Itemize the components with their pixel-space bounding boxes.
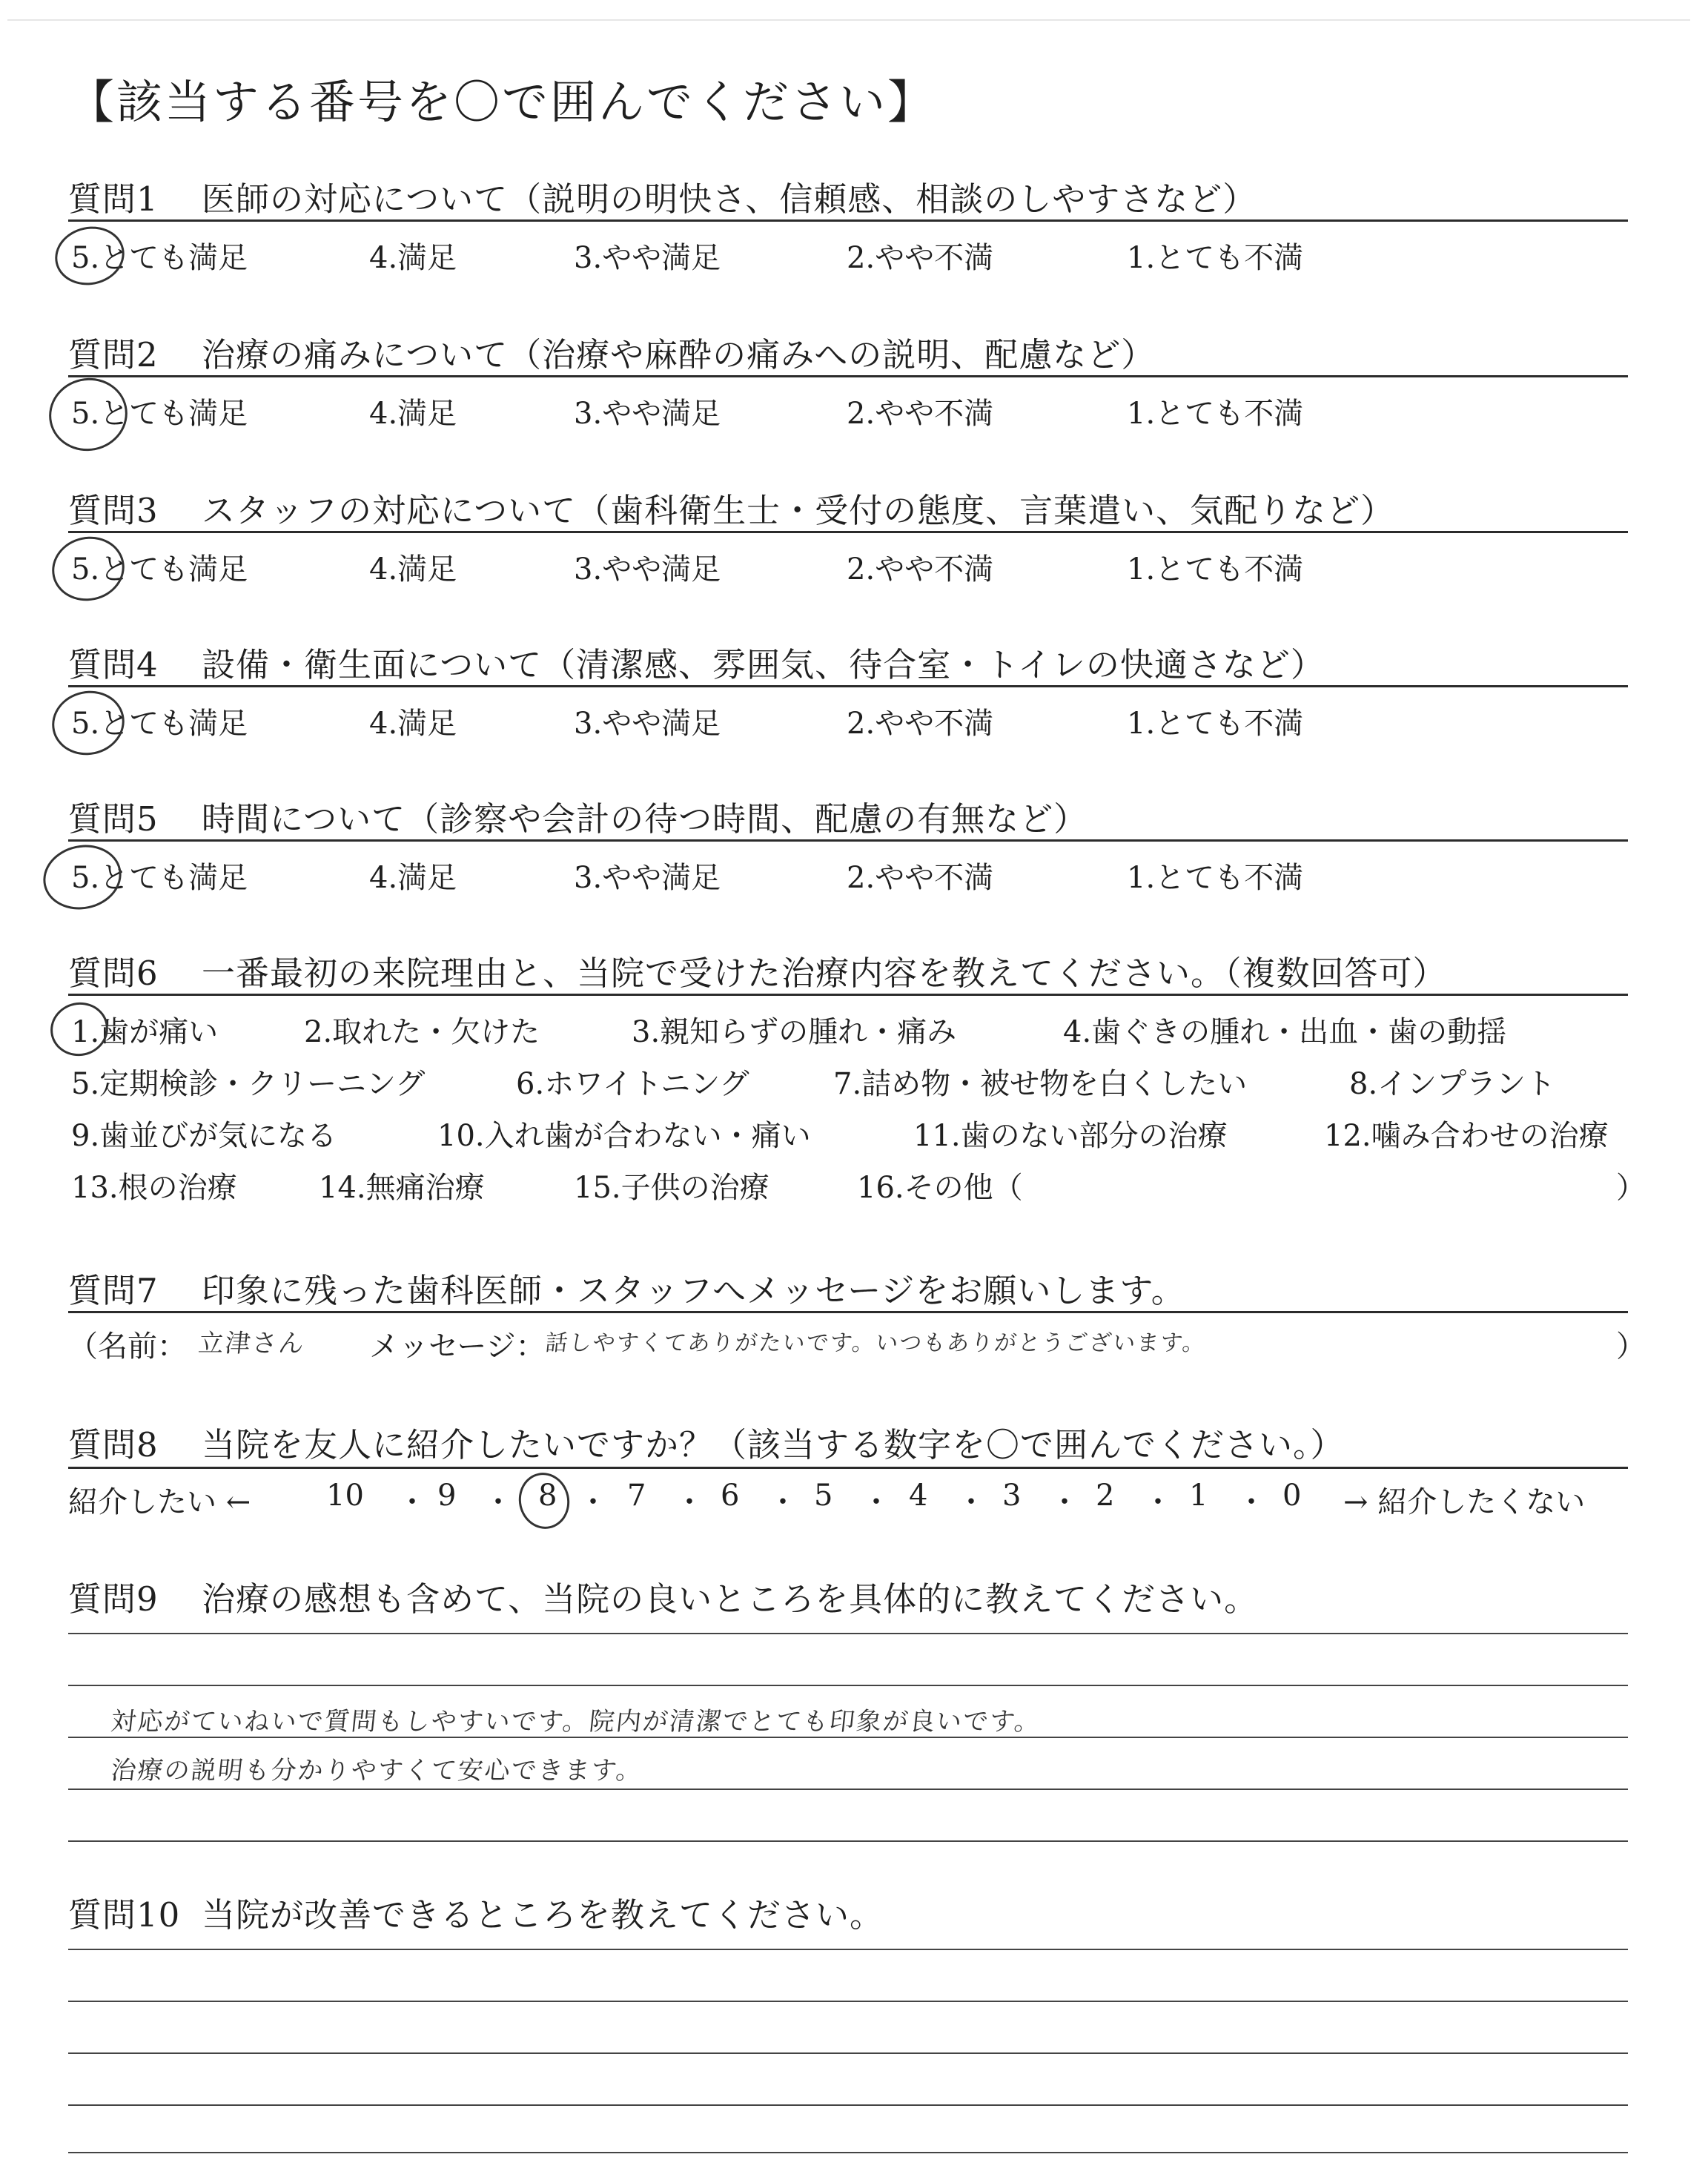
question-4 (68, 638, 1325, 686)
question-5 (68, 792, 1088, 840)
question-3 (68, 483, 1394, 532)
question-number: 質問2 (68, 335, 159, 374)
answer-line (68, 1633, 1628, 1634)
question-8 (68, 1418, 1345, 1466)
question-text: 治療の感想も含めて、当院の良いところを具体的に教えてください。 (202, 1579, 1259, 1619)
question-text: 一番最初の来院理由と、当院で受けた治療内容を教えてください。（複数回答可） (202, 954, 1447, 993)
treatment-option[interactable]: 2.取れた・欠けた (304, 1015, 540, 1049)
question-text: 当院を友人に紹介したいですか？（該当する数字を〇で囲んでください。） (202, 1425, 1345, 1464)
rating-option-4[interactable]: 4.満足 (369, 241, 457, 275)
rating-option-3[interactable]: 3.やや満足 (574, 397, 721, 431)
question-number: 質問10 (68, 1895, 181, 1935)
scale-value[interactable]: 7 (627, 1479, 646, 1513)
scale-dot: ・ (483, 1485, 513, 1519)
scale-dot: ・ (1143, 1485, 1173, 1519)
rating-option-5[interactable]: 5.とても満足 (71, 861, 248, 895)
rating-option-1[interactable]: 1.とても不満 (1127, 397, 1304, 431)
scale-dot: ・ (861, 1485, 891, 1519)
treatment-option[interactable]: 13.根の治療 (71, 1171, 237, 1205)
question-number: 質問9 (68, 1579, 159, 1619)
rating-option-2[interactable]: 2.やや不満 (847, 707, 994, 741)
selection-circle (50, 220, 130, 291)
rating-option-1[interactable]: 1.とても不満 (1127, 861, 1304, 895)
question-rule (68, 839, 1628, 842)
selection-circle (42, 371, 134, 458)
question-text: 設備・衛生面について（清潔感、雰囲気、待合室・トイレの快適さなど） (202, 645, 1325, 684)
instruction-header: 【該当する番号を〇で囲んでください】 (68, 75, 936, 129)
scale-value-selected[interactable]: 8 (538, 1479, 557, 1513)
rating-option-1[interactable]: 1.とても不満 (1127, 241, 1304, 275)
selection-circle (46, 684, 130, 762)
rating-option-5[interactable]: 5.とても満足 (71, 552, 248, 587)
question-text: スタッフの対応について（歯科衛生士・受付の態度、言葉遣い、気配りなど） (202, 491, 1395, 530)
name-handwritten[interactable]: 立津さん (196, 1329, 307, 1358)
question-6 (68, 946, 1447, 994)
treatment-option[interactable]: 8.インプラント (1349, 1067, 1556, 1101)
rating-option-2[interactable]: 2.やや不満 (847, 397, 994, 431)
selection-circle (46, 530, 130, 607)
rating-option-2[interactable]: 2.やや不満 (847, 241, 994, 275)
answer-line (68, 1685, 1628, 1686)
answer-line (68, 1949, 1628, 1950)
question-rule (68, 531, 1628, 533)
scale-value[interactable]: 2 (1096, 1479, 1115, 1513)
treatment-option[interactable]: 5.定期検診・クリーニング (71, 1067, 426, 1101)
treatment-option[interactable]: 12.噛み合わせの治療 (1324, 1119, 1609, 1153)
scale-dot: ・ (1237, 1485, 1266, 1519)
question-number: 質問7 (68, 1271, 159, 1310)
treatment-option-other[interactable]: 16.その他（ (857, 1171, 1023, 1205)
treatment-option[interactable]: 11.歯のない部分の治療 (913, 1119, 1228, 1153)
scale-dot: ・ (956, 1485, 986, 1519)
question-rule (68, 685, 1628, 687)
other-close-paren: ） (1616, 1171, 1646, 1205)
question-rule (68, 1311, 1628, 1313)
question-text: 医師の対応について（説明の明快さ、信頼感、相談のしやすさなど） (202, 179, 1257, 219)
question-text: 印象に残った歯科医師・スタッフへメッセージをお願いします。 (202, 1271, 1185, 1310)
rating-option-5[interactable]: 5.とても満足 (71, 397, 248, 431)
rating-option-3[interactable]: 3.やや満足 (574, 552, 721, 587)
answer-handwritten-line[interactable]: 対応がていねいで質問もしやすいです。院内が清潔でとても印象が良いです。 (109, 1707, 1043, 1737)
question-rule (68, 994, 1628, 996)
scale-value[interactable]: 10 (326, 1479, 364, 1513)
rating-option-3[interactable]: 3.やや満足 (574, 241, 721, 275)
question-9 (68, 1572, 1258, 1620)
message-close-paren: ） (1616, 1330, 1646, 1364)
scale-dot: ・ (397, 1485, 427, 1519)
rating-option-2[interactable]: 2.やや不満 (847, 861, 994, 895)
treatment-option[interactable]: 7.詰め物・被せ物を白くしたい (833, 1067, 1248, 1101)
rating-option-5[interactable]: 5.とても満足 (71, 707, 248, 741)
treatment-option[interactable]: 4.歯ぐきの腫れ・出血・歯の動揺 (1063, 1015, 1507, 1049)
scale-value[interactable]: 0 (1282, 1479, 1302, 1513)
question-rule (68, 1467, 1628, 1469)
question-rule (68, 375, 1628, 377)
treatment-option[interactable]: 6.ホワイトニング (516, 1067, 749, 1101)
answer-line (68, 2152, 1628, 2153)
scale-dot: ・ (578, 1485, 608, 1519)
rating-option-1[interactable]: 1.とても不満 (1127, 707, 1304, 741)
treatment-option[interactable]: 10.入れ歯が合わない・痛い (437, 1119, 811, 1153)
question-1 (68, 172, 1257, 220)
question-number: 質問5 (68, 799, 159, 839)
scale-left-label: 紹介したい ← (68, 1485, 251, 1519)
question-10 (68, 1888, 884, 1936)
question-text: 時間について（診察や会計の待つ時間、配慮の有無など） (202, 799, 1088, 839)
answer-line (68, 1840, 1628, 1842)
selection-circle (37, 838, 128, 916)
treatment-option[interactable]: 1.歯が痛い (71, 1015, 219, 1049)
treatment-option[interactable]: 14.無痛治療 (319, 1171, 485, 1205)
scale-value[interactable]: 3 (1002, 1479, 1022, 1513)
answer-handwritten-line[interactable]: 治療の説明も分かりやすくて安心できます。 (109, 1756, 645, 1786)
answer-line (68, 2052, 1628, 2054)
scale-value[interactable]: 1 (1189, 1479, 1208, 1513)
question-7 (68, 1264, 1185, 1312)
scale-dot: ・ (1050, 1485, 1079, 1519)
rating-option-2[interactable]: 2.やや不満 (847, 552, 994, 587)
question-text: 当院が改善できるところを教えてください。 (202, 1895, 884, 1935)
treatment-option[interactable]: 15.子供の治療 (574, 1171, 769, 1205)
selection-circle (45, 997, 113, 1062)
rating-option-4[interactable]: 4.満足 (369, 707, 457, 741)
scale-dot: ・ (768, 1485, 798, 1519)
rating-option-4[interactable]: 4.満足 (369, 861, 457, 895)
question-text: 治療の痛みについて（治療や麻酔の痛みへの説明、配慮など） (202, 335, 1156, 374)
answer-line (68, 1789, 1628, 1790)
selection-circle (514, 1468, 575, 1533)
question-number: 質問8 (68, 1425, 159, 1464)
answer-line (68, 2104, 1628, 2106)
message-handwritten[interactable]: 話しやすくてありがたいです。いつもありがとうございます。 (543, 1330, 1208, 1356)
rating-option-3[interactable]: 3.やや満足 (574, 861, 721, 895)
answer-line (68, 2001, 1628, 2002)
scale-value[interactable]: 5 (814, 1479, 833, 1513)
top-edge-line (7, 19, 1690, 21)
rating-option-4[interactable]: 4.満足 (369, 552, 457, 587)
question-rule (68, 219, 1628, 222)
scale-value[interactable]: 9 (437, 1479, 457, 1513)
rating-option-4[interactable]: 4.満足 (369, 397, 457, 431)
question-number: 質問3 (68, 491, 159, 530)
scale-dot: ・ (675, 1485, 704, 1519)
scale-value[interactable]: 4 (909, 1479, 928, 1513)
scale-right-label: → 紹介したくない (1343, 1485, 1586, 1519)
question-2 (68, 328, 1155, 376)
rating-option-5[interactable]: 5.とても満足 (71, 241, 248, 275)
treatment-option[interactable]: 9.歯並びが気になる (71, 1119, 337, 1153)
rating-option-3[interactable]: 3.やや満足 (574, 707, 721, 741)
question-number: 質問4 (68, 645, 159, 684)
treatment-option[interactable]: 3.親知らずの腫れ・痛み (632, 1015, 957, 1049)
question-number: 質問1 (68, 179, 159, 219)
scale-value[interactable]: 6 (721, 1479, 740, 1513)
question-number: 質問6 (68, 954, 159, 993)
name-label: （名前： (68, 1330, 187, 1364)
rating-option-1[interactable]: 1.とても不満 (1127, 552, 1304, 587)
message-label: メッセージ： (369, 1330, 546, 1364)
